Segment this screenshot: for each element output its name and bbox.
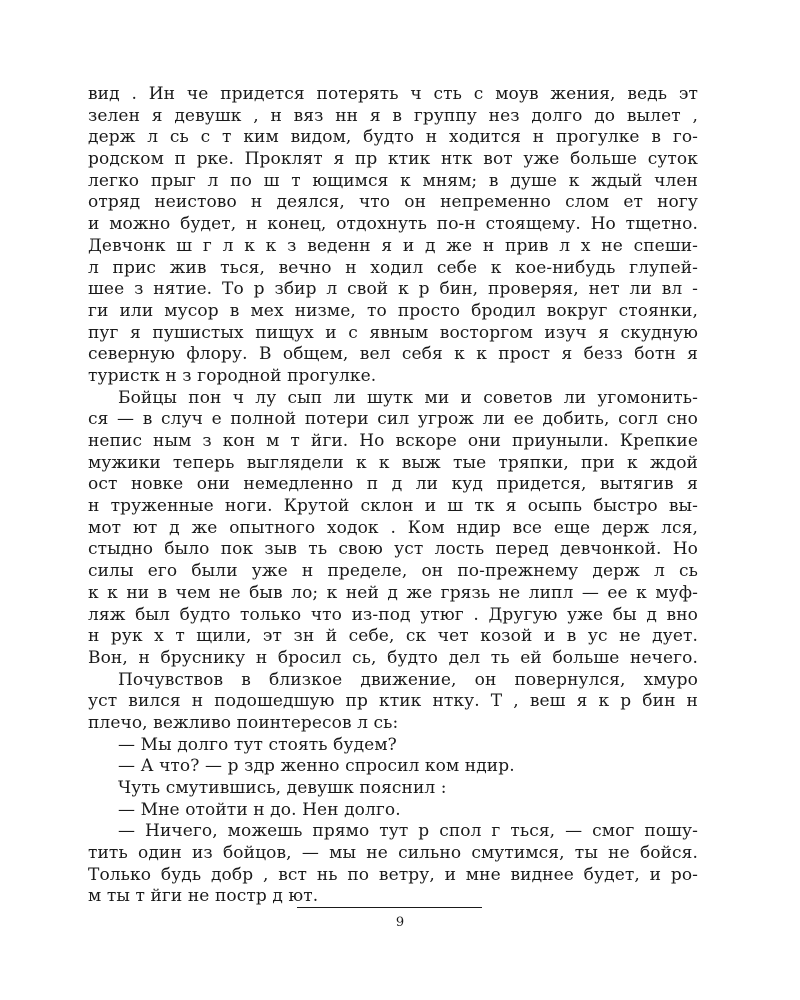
text-line: — Ничего, можешь прямо тут р спол г ться, — смог пошу- (118, 821, 698, 842)
text-line: шее з нятие. То р збир л свой к р бин, проверяя, нет ли вл - (88, 279, 698, 300)
text-line: н труженные ноги. Крутой склон и ш тк я осыпь быстро вы- (88, 496, 698, 517)
text-line: н рук х т щили, эт зн й себе, ск чет козой и в ус не дует. (88, 626, 698, 647)
text-line: мот ют д же опытного ходок . Ком ндир все еще держ лся, (88, 517, 698, 538)
text-line: Только будь добр , вст нь по ветру, и мне виднее будет, и ро- (88, 864, 698, 885)
text-line: легко прыг л по ш т ющимся к мням; в душе к ждый член (88, 170, 698, 191)
text-line: тить один из бойцов, — мы не сильно смутимся, ты не бойся. (88, 843, 698, 864)
text-line: м ты т йги не постр д ют. (88, 886, 319, 907)
text-line: вид . Ин че придется потерять ч сть с моув жения, ведь эт (88, 84, 698, 104)
text-line: к к ни в чем не быв ло; к ней д же грязь не липл — ее к муф- (88, 582, 698, 603)
page-number: 9 (395, 915, 405, 930)
text-line: зелен я девушк , н вяз нн я в группу нез долго до вылет , (88, 105, 698, 126)
text-line: пуг я пушистых пищух и с явным восторгом изуч я скудную (88, 322, 698, 343)
text-line: Девчонк ш г л к к з веденн я и д же н прив л х не спеши- (88, 235, 698, 256)
text-line: Почувствов в близкое движение, он повернулся, хмуро (118, 669, 698, 690)
text-line: Чуть смутившись, девушк пояснил : (118, 778, 447, 798)
text-line: и можно будет, н конец, отдохнуть по-н стоящему. Но тщетно. (88, 214, 698, 235)
text-line: силы его были уже н пределе, он по-прежнему держ л сь (88, 561, 698, 582)
text-line: отряд неистово н деялся, что он непременно слом ет ногу (88, 192, 698, 213)
text-line: ляж был будто только что из-под утюг . Другую уже бы д вно (88, 604, 698, 625)
text-line: Бойцы пон ч лу сып ли шутк ми и советов ли угомонить- (118, 387, 698, 408)
text-line: ся — в случ е полной потери сил угрож ли ее добить, согл сно (88, 409, 698, 430)
text-line: родском п рке. Проклят я пр ктик нтк вот уже больше суток (88, 149, 698, 170)
text-line: непис ным з кон м т йги. Но вскоре они приуныли. Крепкие (88, 431, 698, 451)
text-line: — А что? — р здр женно спросил ком ндир. (118, 756, 515, 777)
body-text (88, 84, 698, 908)
text-line: уст вился н подошедшую пр ктик нтку. Т , веш я к р бин н (88, 691, 698, 712)
text-line: держ л сь с т ким видом, будто н ходится н прогулке в го- (88, 127, 698, 148)
text-line: туристк н з городной прогулке. (88, 365, 377, 386)
text-line: Вон, н бруснику н бросил сь, будто дел ть ей больше нечего. (88, 647, 698, 668)
text-line: ост новке они немедленно п д ли куд придется, вытягив я (88, 474, 698, 495)
text-line: плечо, вежливо поинтересов л сь: (88, 712, 399, 733)
footer-rule (297, 907, 482, 908)
text-line: л прис жив ться, вечно н ходил себе к кое-нибудь глупей- (88, 257, 698, 278)
text-line: стыдно было пок зыв ть свою уст лость перед девчонкой. Но (88, 539, 698, 560)
text-line: мужики теперь выглядели к к выж тые тряпки, при к ждой (88, 452, 698, 473)
text-line: — Мне отойти н до. Нен долго. (118, 799, 401, 820)
text-line: — Мы долго тут стоять будем? (118, 734, 397, 755)
text-line: северную флору. В общем, вел себя к к прост я безз ботн я (88, 344, 698, 365)
text-line: ги или мусор в мех низме, то просто бродил вокруг стоянки, (88, 300, 698, 321)
